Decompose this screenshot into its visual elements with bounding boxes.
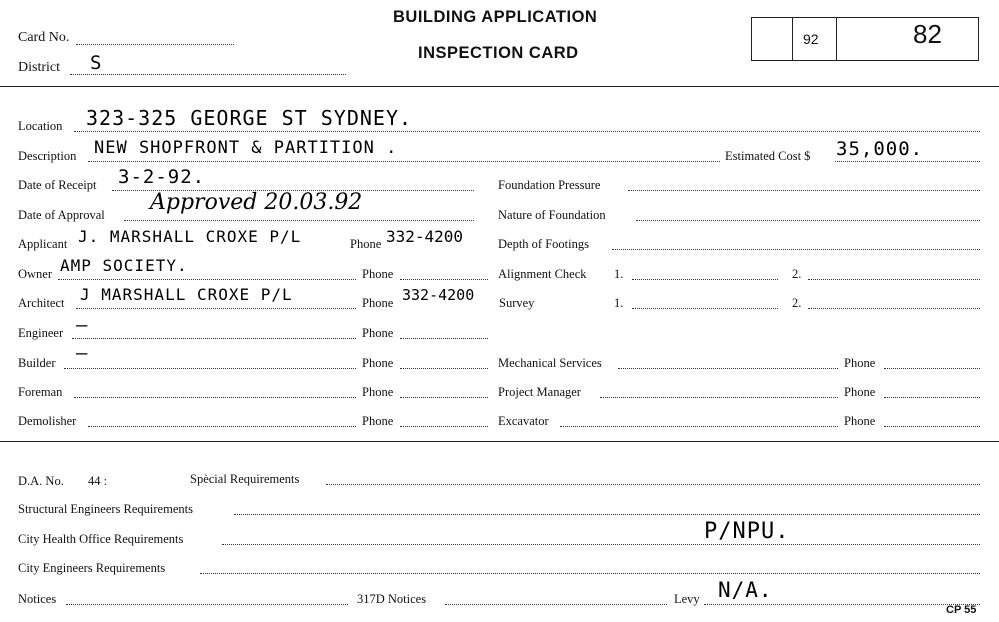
mechanical-services-label: Mechanical Services [498, 356, 602, 370]
notices-label: Notices [18, 592, 57, 606]
date-of-approval-line [124, 220, 474, 221]
excavator-label: Excavator [498, 414, 549, 428]
applicant-phone-label: Phone [350, 237, 382, 251]
alignment-check-2: 2. [792, 267, 802, 281]
engineer-label: Engineer [18, 326, 64, 340]
alignment-check-label: Alignment Check [498, 267, 587, 281]
builder-label: Builder [18, 356, 56, 370]
location-line [74, 131, 980, 132]
builder-phone-label: Phone [362, 356, 394, 370]
owner-line [58, 279, 356, 280]
survey-2: 2. [792, 296, 802, 310]
demolisher-line [88, 426, 356, 427]
card-number-box [751, 17, 979, 61]
description-line [88, 161, 720, 162]
builder-line [64, 368, 356, 369]
date-of-approval-value: Approved 20.03.92 [150, 190, 363, 215]
foreman-phone-line [400, 397, 488, 398]
levy-value: N/A. [718, 578, 773, 602]
estimated-cost-value: 35,000. [836, 138, 924, 160]
structural-requirements-label: Structural Engineers Requirements [18, 502, 193, 516]
project-manager-phone-line [884, 397, 980, 398]
alignment-check-1-line [632, 279, 778, 280]
date-of-receipt-value: 3-2-92. [118, 166, 206, 188]
foundation-pressure-label: Foundation Pressure [498, 178, 601, 192]
health-requirements-line [222, 544, 980, 545]
card-number-divider-1 [792, 17, 793, 61]
alignment-check-1: 1. [614, 267, 624, 281]
depth-of-footings-label: Depth of Footings [498, 237, 589, 251]
card-no-line [76, 44, 234, 45]
engineer-phone-label: Phone [362, 326, 394, 340]
applicant-phone-value: 332-4200 [386, 227, 464, 246]
description-value: NEW SHOPFRONT & PARTITION . [94, 138, 398, 158]
estimated-cost-label: Estimated Cost $ [725, 149, 811, 163]
project-manager-phone-label: Phone [844, 385, 876, 399]
notices-317d-line [445, 604, 667, 605]
special-requirements-label: Spècial Requirements [190, 472, 300, 486]
alignment-check-2-line [808, 279, 980, 280]
architect-phone-value: 332-4200 [402, 286, 475, 304]
city-engineers-requirements-label: City Engineers Requirements [18, 561, 166, 575]
survey-1-line [632, 308, 778, 309]
architect-phone-label: Phone [362, 296, 394, 310]
health-requirements-value: P/NPU. [704, 519, 790, 544]
card-number-divider-2 [836, 17, 837, 61]
owner-phone-label: Phone [362, 267, 394, 281]
survey-2-line [808, 308, 980, 309]
excavator-phone-line [884, 426, 980, 427]
form-title-line2: INSPECTION CARD [418, 44, 579, 62]
form-code: CP 55 [946, 604, 977, 616]
excavator-line [560, 426, 838, 427]
owner-value: AMP SOCIETY. [60, 256, 188, 275]
engineer-line [72, 338, 356, 339]
architect-label: Architect [18, 296, 65, 310]
owner-label: Owner [18, 267, 53, 281]
project-manager-line [600, 397, 838, 398]
mechanical-services-phone-label: Phone [844, 356, 876, 370]
applicant-label: Applicant [18, 237, 68, 251]
survey-1: 1. [614, 296, 624, 310]
foreman-line [74, 397, 356, 398]
notices-317d-label: 317D Notices [357, 592, 427, 606]
foreman-label: Foreman [18, 385, 63, 399]
location-label: Location [18, 119, 63, 133]
architect-line [76, 308, 356, 309]
engineer-phone-line [400, 338, 488, 339]
builder-value: — [76, 342, 89, 364]
nature-of-foundation-label: Nature of Foundation [498, 208, 606, 222]
demolisher-label: Demolisher [18, 414, 77, 428]
structural-requirements-line [234, 514, 980, 515]
foundation-pressure-line [628, 190, 980, 191]
district-line [70, 74, 346, 75]
district-value: S [90, 52, 103, 74]
survey-label: Survey [499, 296, 535, 310]
city-engineers-requirements-line [200, 573, 980, 574]
levy-line [704, 604, 980, 605]
owner-phone-line [400, 279, 488, 280]
engineer-value: — [76, 314, 89, 336]
da-no-value: 44 : [88, 474, 108, 488]
estimated-cost-line [835, 161, 980, 162]
foreman-phone-label: Phone [362, 385, 394, 399]
architect-value: J MARSHALL CROXE P/L [80, 285, 293, 304]
demolisher-phone-line [400, 426, 488, 427]
health-requirements-label: City Health Office Requirements [18, 532, 184, 546]
date-of-approval-label: Date of Approval [18, 208, 105, 222]
location-value: 323-325 GEORGE ST SYDNEY. [86, 106, 413, 130]
project-manager-label: Project Manager [498, 385, 581, 399]
builder-phone-line [400, 368, 488, 369]
levy-label: Levy [674, 592, 700, 606]
da-no-label: D.A. No. [18, 474, 64, 488]
demolisher-phone-label: Phone [362, 414, 394, 428]
card-number-small: 92 [803, 31, 819, 47]
top-divider [0, 86, 999, 87]
mechanical-services-phone-line [884, 368, 980, 369]
date-of-receipt-label: Date of Receipt [18, 178, 97, 192]
card-no-label: Card No. [18, 30, 70, 45]
depth-of-footings-line [612, 249, 980, 250]
nature-of-foundation-line [636, 220, 980, 221]
applicant-value: J. MARSHALL CROXE P/L [78, 227, 302, 246]
notices-line [66, 604, 348, 605]
district-label: District [18, 60, 60, 75]
mechanical-services-line [618, 368, 838, 369]
form-title-line1: BUILDING APPLICATION [393, 8, 598, 26]
description-label: Description [18, 149, 77, 163]
excavator-phone-label: Phone [844, 414, 876, 428]
middle-divider [0, 441, 999, 442]
card-number-large: 82 [913, 19, 942, 49]
special-requirements-line [326, 484, 980, 485]
